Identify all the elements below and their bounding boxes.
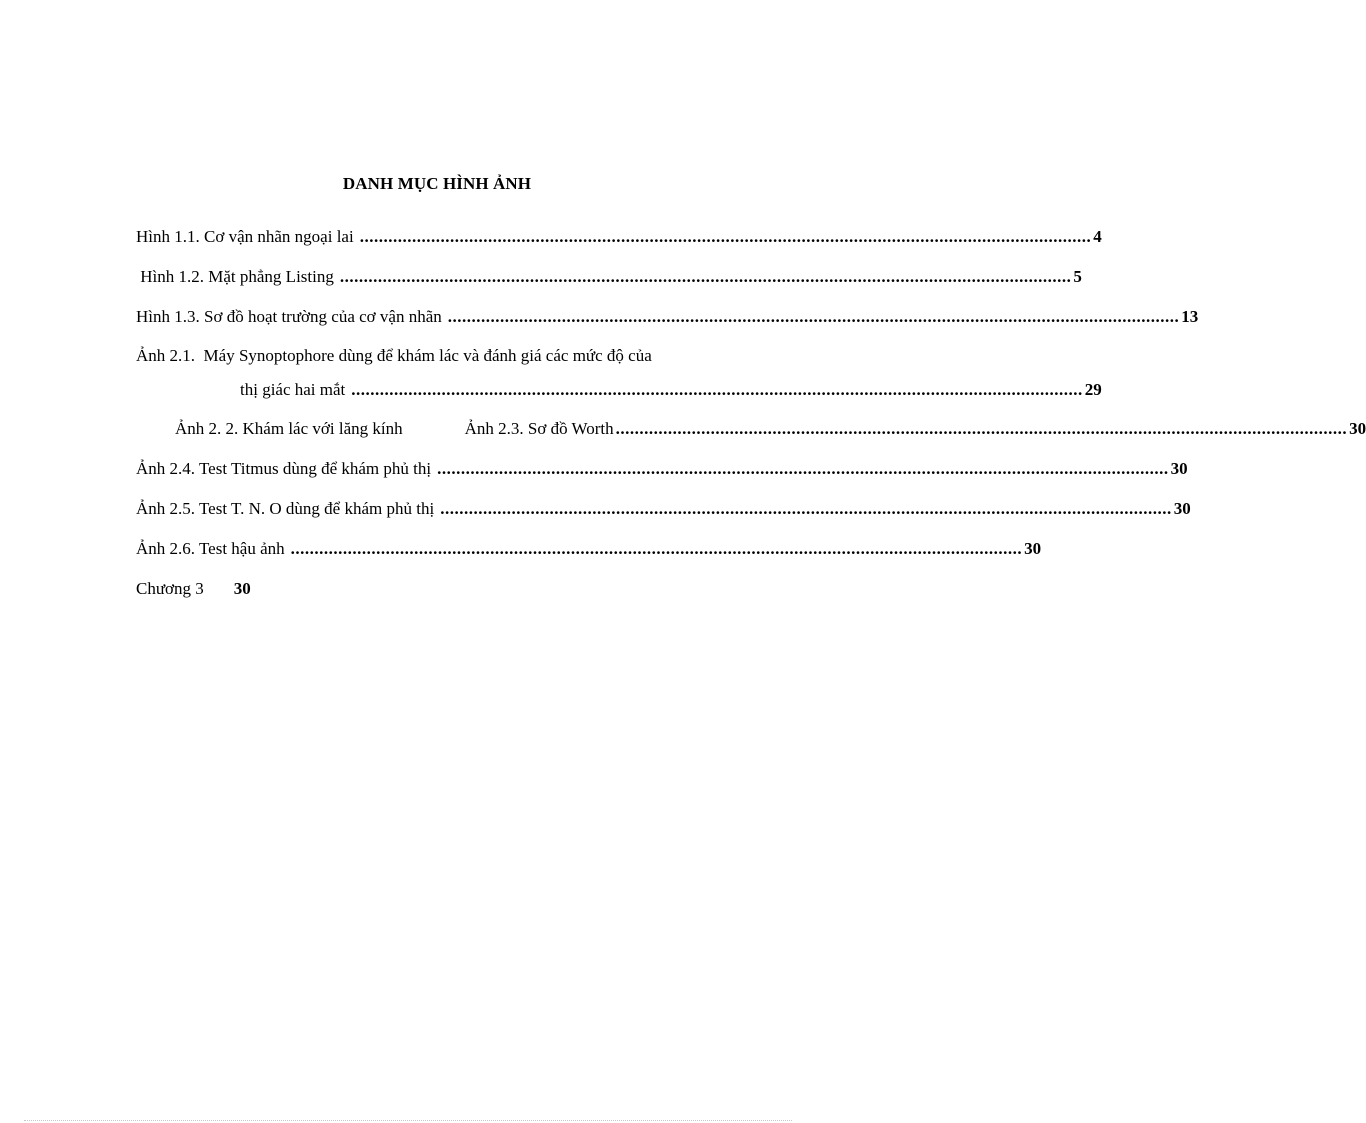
toc-entry-label: Ảnh 2.6. Test hậu ảnh <box>136 539 285 558</box>
toc-entry[interactable] <box>136 306 1199 328</box>
dot-leader: .......................................................................................................................................................... <box>440 499 1172 518</box>
toc-entry[interactable] <box>136 498 1191 520</box>
toc-entry[interactable] <box>136 538 1042 560</box>
toc-entry-page: 13 <box>1181 307 1199 326</box>
toc-entry-label: Hình 1.3. Sơ đồ hoạt trường của cơ vận nhãn <box>136 307 442 326</box>
toc-entry-label: Ảnh 2.4. Test Titmus dùng để khám phủ thị <box>136 459 432 478</box>
toc-entry[interactable] <box>175 418 1366 440</box>
dot-leader: .......................................................................................................................................................... <box>615 419 1348 438</box>
toc-entry-page: 4 <box>1093 227 1102 246</box>
toc-entry-label: thị giác hai mắt <box>240 380 346 399</box>
chapter-label: Chương 3 <box>136 579 204 598</box>
toc-entry-label: Ảnh 2.5. Test T. N. O dùng để khám phủ thị <box>136 499 435 518</box>
toc-entry-page: 5 <box>1073 267 1082 286</box>
dot-leader: .......................................................................................................................................................... <box>339 267 1072 286</box>
toc-entry-page: 30 <box>1173 499 1191 518</box>
toc-entry-continuation[interactable] <box>240 379 1102 401</box>
toc-entry-label: Ảnh 2.3. Sơ đồ Worth <box>464 419 614 438</box>
toc-entry-page: 29 <box>1084 380 1102 399</box>
chapter-page: 30 <box>233 579 251 598</box>
toc-entry-page: 30 <box>1349 419 1366 438</box>
toc-entry-page: 30 <box>1170 459 1188 478</box>
dot-leader: .......................................................................................................................................................... <box>359 227 1092 246</box>
page-bottom-border <box>24 1120 792 1121</box>
toc-entry-label: Ảnh 2. 2. Khám lác với lăng kính <box>175 419 403 438</box>
dot-leader: .......................................................................................................................................................... <box>351 380 1083 399</box>
chapter-entry[interactable] <box>136 578 251 600</box>
toc-entry[interactable] <box>136 458 1188 480</box>
toc-entry[interactable] <box>136 345 738 367</box>
toc-entry-page: 30 <box>1024 539 1042 558</box>
toc-entry-label: Ảnh 2.1. Máy Synoptophore dùng để khám lác và đánh giá các mức độ của <box>136 346 652 365</box>
dot-leader: .......................................................................................................................................................... <box>437 459 1169 478</box>
toc-entry[interactable] <box>136 226 1102 248</box>
toc-entry[interactable] <box>136 266 1082 288</box>
toc-entry-label: Hình 1.1. Cơ vận nhãn ngoại lai <box>136 227 354 246</box>
dot-leader: .......................................................................................................................................................... <box>290 539 1023 558</box>
dot-leader: .......................................................................................................................................................... <box>447 307 1180 326</box>
page-title: DANH MỤC HÌNH ẢNH <box>342 174 532 193</box>
toc-entry-label: Hình 1.2. Mặt phẳng Listing <box>136 267 334 286</box>
